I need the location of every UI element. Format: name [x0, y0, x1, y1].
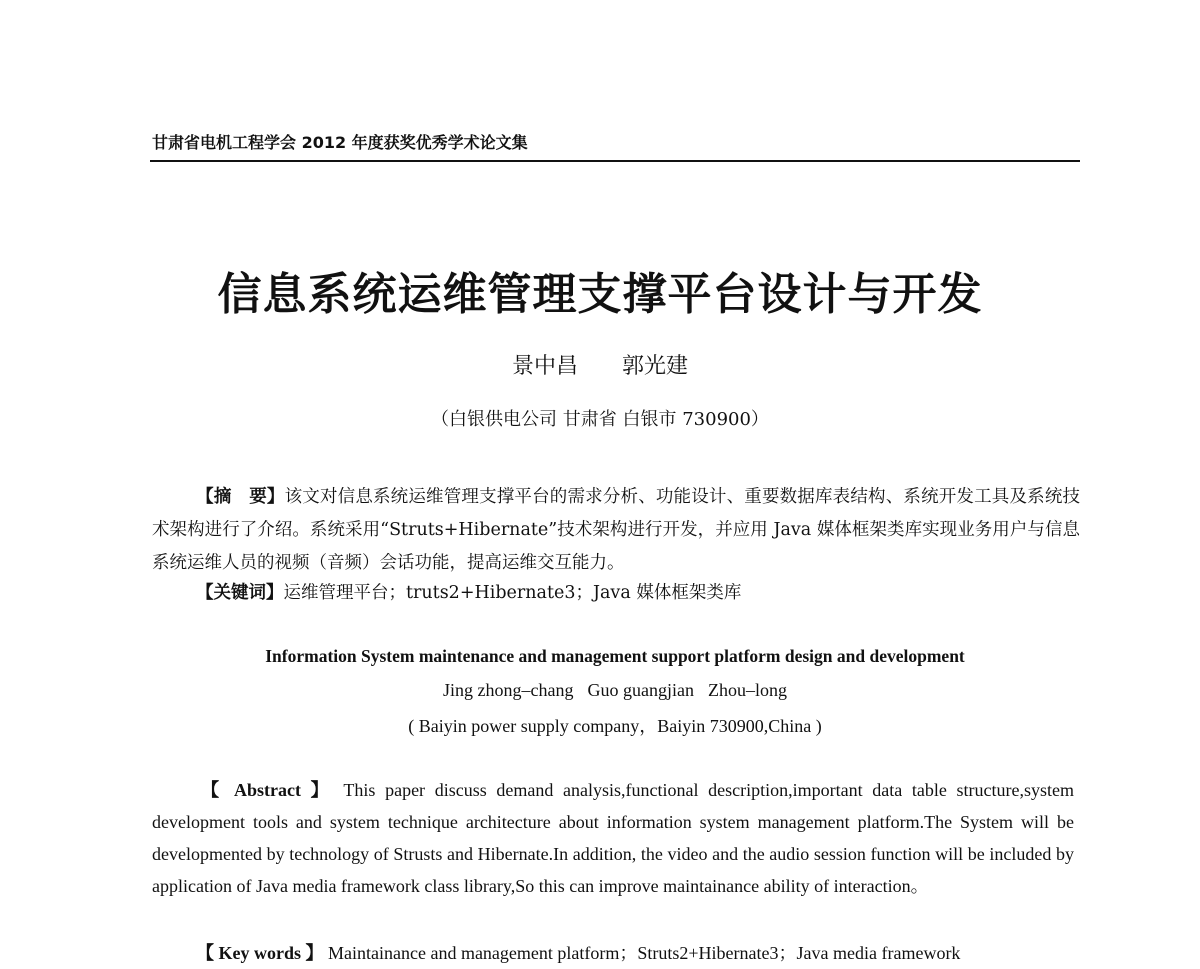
affiliation-cn: （白银供电公司 甘肃省 白银市 730900） — [431, 409, 769, 430]
paper-title-en: Information System maintenance and management support platform design and development — [265, 646, 965, 666]
author-en: Guo guangjian — [587, 680, 694, 700]
author-cn: 郭光建 — [622, 354, 689, 379]
keywords-en-text: Maintainance and management platform；Struts2+Hibernate3；Java media framework — [328, 943, 961, 963]
abstract-en — [152, 774, 1074, 902]
author-cn: 景中昌 — [511, 354, 578, 379]
authors-en — [0, 680, 1200, 701]
abstract-en-text: This paper discuss demand analysis,functional description,important data table structure,system development tools and system technique architecture about information system management platform.The System will be developmented by technology of Strusts and Hibernate.In addition, the video and the audio session function will be included by application of Java media framework class library,So this can improve maintainance ability of interaction。 — [152, 780, 1074, 896]
abstract-cn-label: 【摘 要】 — [196, 487, 285, 507]
keywords-cn-text: 运维管理平台；truts2+Hibernate3；Java 媒体框架类库 — [283, 583, 742, 603]
affiliation-en: ( Baiyin power supply company，Baiyin 730900,China ) — [408, 716, 822, 736]
abstract-en-label: 【 Abstract 】 — [196, 780, 334, 800]
keywords-en — [196, 937, 1076, 969]
abstract-cn — [152, 481, 1080, 580]
keywords-cn-label: 【关键词】 — [196, 583, 284, 603]
author-en: Jing zhong–chang — [443, 680, 574, 700]
header-rule — [150, 160, 1080, 162]
abstract-cn-text: 该文对信息系统运维管理支撑平台的需求分析、功能设计、重要数据库表结构、系统开发工具及系统技术架构进行了介绍。系统采用“Struts+Hibernate”技术架构进行开发，并应用 Java 媒体框架类库实现业务用户与信息系统运维人员的视频（音频）会话功能，提高运维交互能力。 — [152, 487, 1081, 573]
authors-cn — [0, 349, 1200, 380]
author-en: Zhou–long — [707, 680, 787, 700]
running-head: 甘肃省电机工程学会 2012 年度获奖优秀学术论文集 — [152, 133, 528, 152]
keywords-en-label: 【 Key words 】 — [196, 943, 324, 963]
keywords-cn — [196, 577, 1080, 610]
paper-title: 信息系统运维管理支撑平台设计与开发 — [217, 269, 983, 320]
